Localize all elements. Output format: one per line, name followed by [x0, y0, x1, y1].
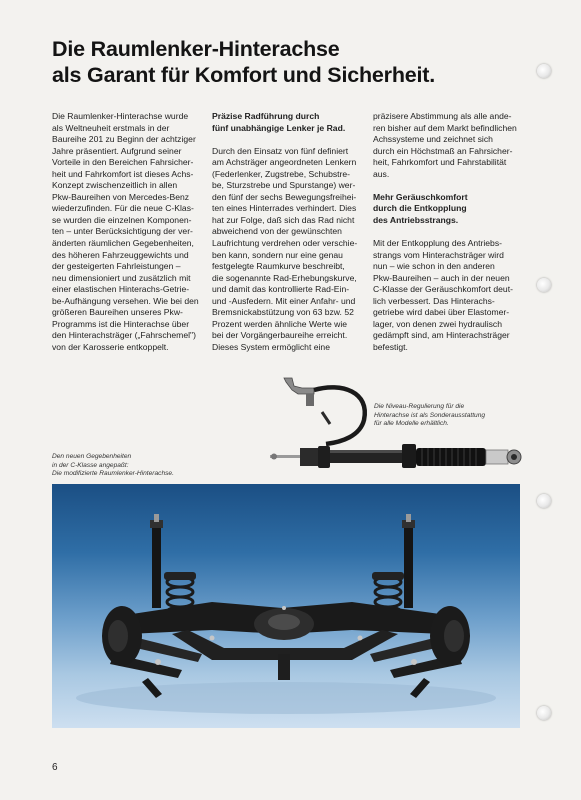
column-text-line: und damit das kontrollierte Rad-Ein-: [212, 284, 350, 295]
column-heading-line: fünf unabhängige Lenker je Rad.: [212, 122, 346, 133]
caption-line: in der C-Klasse angepaßt:: [52, 461, 129, 469]
text-column-2: [212, 111, 364, 353]
column-text-line: Pkw-Baureihen von Mercedes-Benz: [52, 191, 190, 202]
column-text-line: und -Ausfedern. Mit einer Anfahr- und: [212, 295, 356, 306]
column-text-line: festgelegte Raumkurve beschreibt,: [212, 261, 345, 272]
column-text-line: heit, Fahrkomfort und Fahrstabilität: [373, 157, 507, 168]
column-text-line: Baureihe 201 zu Beginn der achtziger: [52, 134, 196, 145]
column-heading-line: durch die Entkopplung: [373, 203, 467, 214]
column-text-line: Die Raumlenker-Hinterachse wurde: [52, 111, 189, 121]
column-text-line: Prozent werden ähnliche Werte wie: [212, 318, 348, 329]
column-text-line: Mit der Entkopplung des Antriebs-: [373, 238, 502, 249]
column-text-line: C-Klasse der Geräuschkomfort deut-: [373, 284, 513, 295]
column-text-line: wiederzufinden. Für die neue C-Klas-: [52, 203, 194, 214]
column-text-line: präzisere Abstimmung als alle ande-: [373, 111, 512, 121]
binder-hole-icon: [537, 278, 551, 292]
column-text-line: ten – unter Berücksichtigung der ver-: [52, 226, 193, 237]
rear-axle-photo: [52, 484, 520, 728]
column-text-line: Konzept zwischenzeitlich in allen: [52, 180, 178, 191]
column-text-line: aus.: [373, 168, 390, 179]
column-text-line: den Hinterachsträger („Fahrschemel"): [52, 330, 196, 341]
column-text-line: hat zur Folge, daß sich das Rad nicht: [212, 214, 355, 225]
column-text-line: bei der Vorgängerbaureihe erreicht.: [212, 330, 348, 341]
paragraph-gap: [373, 226, 525, 238]
column-text-line: änderten räumlichen Gegebenheiten,: [52, 238, 194, 249]
caption-line: Hinterachse ist als Sonderausstattung: [374, 411, 486, 419]
column-text-line: einer elastischen Hinterachs-Getrie-: [52, 284, 190, 295]
text-column-1: [52, 111, 202, 353]
column-text-line: Vorteile in den Bereichen Fahrsicher-: [52, 157, 194, 168]
page-number: 6: [52, 762, 58, 773]
column-text-line: von der Karosserie entkoppelt.: [52, 341, 169, 352]
column-text-line: nun – wie schon in den anderen: [373, 261, 495, 272]
caption-line: Den neuen Gegebenheiten: [52, 453, 132, 460]
column-heading-line: Mehr Geräuschkomfort: [373, 191, 468, 202]
column-text-line: ten eines Hinterrades verhindert. Dies: [212, 203, 357, 214]
column-text-line: getriebe wird dabei über Elastomer-: [373, 307, 510, 318]
caption-line: für alle Modelle erhältlich.: [374, 420, 449, 428]
column-heading-line: des Antriebsstrangs.: [373, 214, 459, 225]
paragraph-gap: [373, 180, 525, 192]
column-text-line: größeren Baureihen unseres Pkw-: [52, 307, 183, 318]
page-title: [52, 36, 522, 88]
column-text-line: befestigt.: [373, 341, 408, 352]
column-text-line: Jahre präsentiert. Aufgrund seiner: [52, 145, 182, 156]
strut-caption: [374, 403, 524, 429]
column-text-line: der gesteigerten Fahrleistungen –: [52, 261, 181, 272]
caption-line: Die modifizierte Raumlenker-Hinterachse.: [52, 470, 174, 478]
column-text-line: abweichend von der gewünschten: [212, 226, 342, 237]
binder-hole-icon: [537, 64, 551, 78]
paragraph-gap: [212, 134, 364, 146]
column-text-line: be-Aufhängung versehen. Wie bei den: [52, 295, 199, 306]
column-text-line: ren bisher auf dem Markt befindlichen: [373, 122, 517, 133]
column-text-line: (Federlenker, Zugstrebe, Schubstre-: [212, 168, 351, 179]
column-text-line: heit und Fahrkomfort ist dieses Achs-: [52, 168, 194, 179]
column-text-line: Achssysteme und zeichnet sich: [373, 134, 493, 145]
column-text-line: Dieses System ermöglicht eine: [212, 341, 330, 352]
text-column-3: [373, 111, 525, 353]
column-text-line: als Weltneuheit erstmals in der: [52, 122, 170, 133]
binder-hole-icon: [537, 494, 551, 508]
column-text-line: am Achsträger angeordneten Lenkern: [212, 157, 357, 168]
column-text-line: durch ein Höchstmaß an Fahrsicher-: [373, 145, 513, 156]
column-text-line: Laufrichtung verdrehen oder verschie-: [212, 238, 358, 249]
column-text-line: gedämpft sind, am Hinterachsträger: [373, 330, 510, 341]
column-text-line: des höheren Fahrzeuggewichts und: [52, 249, 189, 260]
column-text-line: se wurden die einzelnen Komponen-: [52, 214, 192, 225]
column-text-line: den fünf der sechs Bewegungsfreihei-: [212, 191, 357, 202]
column-text-line: neu dimensioniert und zusätzlich mit: [52, 272, 191, 283]
binder-hole-icon: [537, 706, 551, 720]
column-text-line: ben kann, sondern nur eine genau: [212, 249, 343, 260]
title-line-1: Die Raumlenker-Hinterachse: [52, 37, 340, 61]
column-text-line: Programms ist die Hinterachse über: [52, 318, 190, 329]
column-text-line: lich verbessert. Das Hinterachs-: [373, 295, 495, 306]
column-text-line: Bremsnickabstützung von 63 bzw. 52: [212, 307, 354, 318]
axle-caption: [52, 453, 252, 479]
title-line-2: als Garant für Komfort und Sicherheit.: [52, 63, 436, 87]
column-text-line: be, Sturzstrebe und Spurstange) wer-: [212, 180, 356, 191]
column-text-line: strangs vom Hinterachsträger wird: [373, 249, 504, 260]
column-text-line: Durch den Einsatz von fünf definiert: [212, 145, 349, 156]
caption-line: Die Niveau-Regulierung für die: [374, 403, 465, 410]
column-heading-line: Präzise Radführung durch: [212, 111, 320, 121]
column-text-line: Pkw-Baureihen – auch in der neuen: [373, 272, 510, 283]
column-text-line: lager, von denen zwei hydraulisch: [373, 318, 502, 329]
column-text-line: die sogenannte Rad-Erhebungskurve,: [212, 272, 357, 283]
